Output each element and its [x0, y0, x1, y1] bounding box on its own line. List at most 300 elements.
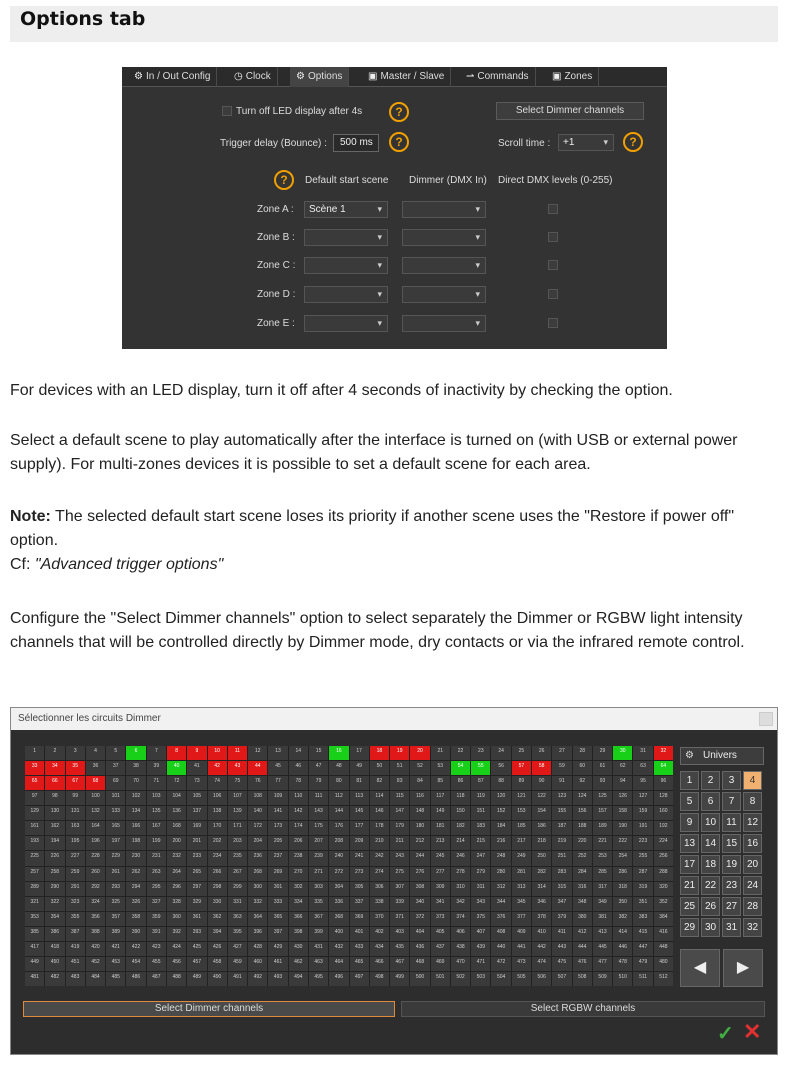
channel-cell[interactable]: 63: [633, 761, 652, 775]
channel-cell[interactable]: 45: [268, 761, 287, 775]
channel-cell[interactable]: 377: [512, 912, 531, 926]
channel-cell[interactable]: 236: [248, 851, 267, 865]
channel-cell[interactable]: 452: [86, 957, 105, 971]
channel-cell[interactable]: 208: [329, 836, 348, 850]
univers-button[interactable]: [680, 747, 764, 765]
channel-cell[interactable]: 4: [86, 746, 105, 760]
channel-cell[interactable]: 60: [573, 761, 592, 775]
channel-cell[interactable]: 461: [268, 957, 287, 971]
channel-cell[interactable]: 192: [654, 821, 673, 835]
channel-cell[interactable]: 50: [370, 761, 389, 775]
univers-number-button[interactable]: 30: [701, 918, 720, 937]
channel-cell[interactable]: 84: [410, 776, 429, 790]
univers-number-button[interactable]: 1: [680, 771, 699, 790]
channel-cell[interactable]: 350: [613, 897, 632, 911]
channel-cell[interactable]: 400: [329, 927, 348, 941]
dimmer-select[interactable]: [402, 286, 486, 303]
channel-cell[interactable]: 67: [66, 776, 85, 790]
channel-cell[interactable]: 223: [633, 836, 652, 850]
direct-dmx-checkbox[interactable]: [548, 260, 558, 270]
channel-cell[interactable]: 312: [491, 882, 510, 896]
channel-cell[interactable]: 247: [471, 851, 490, 865]
univers-number-button[interactable]: 11: [722, 813, 741, 832]
channel-cell[interactable]: 85: [431, 776, 450, 790]
channel-cell[interactable]: 334: [289, 897, 308, 911]
channel-cell[interactable]: 2: [45, 746, 64, 760]
channel-cell[interactable]: 313: [512, 882, 531, 896]
channel-cell[interactable]: 436: [410, 942, 429, 956]
channel-cell[interactable]: 201: [187, 836, 206, 850]
channel-cell[interactable]: 407: [471, 927, 490, 941]
channel-cell[interactable]: 314: [532, 882, 551, 896]
channel-cell[interactable]: 385: [25, 927, 44, 941]
channel-cell[interactable]: 409: [512, 927, 531, 941]
channel-cell[interactable]: 62: [613, 761, 632, 775]
univers-number-button[interactable]: 3: [722, 771, 741, 790]
ok-icon[interactable]: ✓: [717, 1023, 734, 1045]
univers-number-button[interactable]: 20: [743, 855, 762, 874]
channel-cell[interactable]: 100: [86, 791, 105, 805]
channel-cell[interactable]: 477: [593, 957, 612, 971]
channel-cell[interactable]: 207: [309, 836, 328, 850]
channel-cell[interactable]: 464: [329, 957, 348, 971]
channel-cell[interactable]: 81: [350, 776, 369, 790]
univers-number-button[interactable]: 5: [680, 792, 699, 811]
channel-cell[interactable]: 14: [289, 746, 308, 760]
channel-cell[interactable]: 178: [370, 821, 389, 835]
channel-cell[interactable]: 475: [552, 957, 571, 971]
channel-cell[interactable]: 145: [350, 806, 369, 820]
channel-cell[interactable]: 189: [593, 821, 612, 835]
channel-cell[interactable]: 442: [532, 942, 551, 956]
channel-cell[interactable]: 71: [147, 776, 166, 790]
channel-cell[interactable]: 94: [613, 776, 632, 790]
channel-cell[interactable]: 26: [532, 746, 551, 760]
channel-cell[interactable]: 57: [512, 761, 531, 775]
channel-cell[interactable]: 276: [410, 867, 429, 881]
univers-number-button[interactable]: 21: [680, 876, 699, 895]
channel-cell[interactable]: 422: [126, 942, 145, 956]
channel-cell[interactable]: 68: [86, 776, 105, 790]
channel-cell[interactable]: 398: [289, 927, 308, 941]
channel-cell[interactable]: 296: [167, 882, 186, 896]
channel-cell[interactable]: 118: [451, 791, 470, 805]
channel-cell[interactable]: 394: [208, 927, 227, 941]
channel-cell[interactable]: 290: [45, 882, 64, 896]
channel-cell[interactable]: 329: [187, 897, 206, 911]
channel-cell[interactable]: 478: [613, 957, 632, 971]
channel-cell[interactable]: 471: [471, 957, 490, 971]
univers-number-button[interactable]: 13: [680, 834, 699, 853]
channel-cell[interactable]: 229: [106, 851, 125, 865]
channel-cell[interactable]: 214: [451, 836, 470, 850]
channel-cell[interactable]: 269: [268, 867, 287, 881]
dimmer-select[interactable]: [402, 315, 486, 332]
select-dimmer-channels-button[interactable]: Select Dimmer channels: [23, 1001, 395, 1017]
channel-cell[interactable]: 287: [633, 867, 652, 881]
channel-cell[interactable]: 239: [309, 851, 328, 865]
channel-cell[interactable]: 200: [167, 836, 186, 850]
channel-cell[interactable]: 363: [228, 912, 247, 926]
channel-cell[interactable]: 87: [471, 776, 490, 790]
channel-cell[interactable]: 86: [451, 776, 470, 790]
channel-cell[interactable]: 222: [613, 836, 632, 850]
channel-cell[interactable]: 302: [289, 882, 308, 896]
channel-cell[interactable]: 13: [268, 746, 287, 760]
channel-cell[interactable]: 284: [573, 867, 592, 881]
channel-cell[interactable]: 494: [289, 972, 308, 986]
channel-cell[interactable]: 495: [309, 972, 328, 986]
channel-cell[interactable]: 454: [126, 957, 145, 971]
channel-cell[interactable]: 509: [593, 972, 612, 986]
channel-cell[interactable]: 504: [491, 972, 510, 986]
channel-cell[interactable]: 190: [613, 821, 632, 835]
channel-cell[interactable]: 220: [573, 836, 592, 850]
channel-cell[interactable]: 22: [451, 746, 470, 760]
channel-cell[interactable]: 48: [329, 761, 348, 775]
channel-cell[interactable]: 333: [268, 897, 287, 911]
channel-cell[interactable]: 291: [66, 882, 85, 896]
channel-cell[interactable]: 449: [25, 957, 44, 971]
channel-cell[interactable]: 227: [66, 851, 85, 865]
channel-cell[interactable]: 79: [309, 776, 328, 790]
channel-cell[interactable]: 421: [106, 942, 125, 956]
channel-cell[interactable]: 351: [633, 897, 652, 911]
channel-cell[interactable]: 410: [532, 927, 551, 941]
channel-cell[interactable]: 463: [309, 957, 328, 971]
channel-cell[interactable]: 103: [147, 791, 166, 805]
channel-cell[interactable]: 328: [167, 897, 186, 911]
channel-cell[interactable]: 282: [532, 867, 551, 881]
channel-cell[interactable]: 345: [512, 897, 531, 911]
channel-cell[interactable]: 194: [45, 836, 64, 850]
channel-cell[interactable]: 505: [512, 972, 531, 986]
channel-cell[interactable]: 133: [106, 806, 125, 820]
channel-cell[interactable]: 446: [613, 942, 632, 956]
channel-cell[interactable]: 265: [187, 867, 206, 881]
channel-cell[interactable]: 378: [532, 912, 551, 926]
channel-cell[interactable]: 303: [309, 882, 328, 896]
channel-cell[interactable]: 111: [309, 791, 328, 805]
channel-cell[interactable]: 259: [66, 867, 85, 881]
channel-cell[interactable]: 205: [268, 836, 287, 850]
channel-cell[interactable]: 174: [289, 821, 308, 835]
channel-cell[interactable]: 134: [126, 806, 145, 820]
channel-cell[interactable]: 472: [491, 957, 510, 971]
channel-cell[interactable]: 33: [25, 761, 44, 775]
direct-dmx-checkbox[interactable]: [548, 289, 558, 299]
channel-cell[interactable]: 493: [268, 972, 287, 986]
tab-in-out-config[interactable]: [128, 67, 217, 87]
channel-cell[interactable]: 121: [512, 791, 531, 805]
dimmer-select[interactable]: [402, 229, 486, 246]
channel-cell[interactable]: 424: [167, 942, 186, 956]
channel-cell[interactable]: 36: [86, 761, 105, 775]
channel-cell[interactable]: 488: [167, 972, 186, 986]
channel-cell[interactable]: 196: [86, 836, 105, 850]
channel-cell[interactable]: 405: [431, 927, 450, 941]
channel-cell[interactable]: 203: [228, 836, 247, 850]
channel-cell[interactable]: 149: [431, 806, 450, 820]
channel-cell[interactable]: 364: [248, 912, 267, 926]
channel-cell[interactable]: 483: [66, 972, 85, 986]
channel-cell[interactable]: 425: [187, 942, 206, 956]
channel-cell[interactable]: 179: [390, 821, 409, 835]
channel-cell[interactable]: 51: [390, 761, 409, 775]
channel-cell[interactable]: 18: [370, 746, 389, 760]
channel-cell[interactable]: 53: [431, 761, 450, 775]
channel-cell[interactable]: 386: [45, 927, 64, 941]
channel-cell[interactable]: 455: [147, 957, 166, 971]
channel-cell[interactable]: 484: [86, 972, 105, 986]
channel-cell[interactable]: 311: [471, 882, 490, 896]
channel-cell[interactable]: 140: [248, 806, 267, 820]
channel-cell[interactable]: 439: [471, 942, 490, 956]
channel-cell[interactable]: 125: [593, 791, 612, 805]
trigger-delay-input[interactable]: 500 ms: [333, 134, 379, 152]
channel-cell[interactable]: 270: [289, 867, 308, 881]
cf-link[interactable]: "Advanced trigger options": [34, 556, 224, 573]
channel-cell[interactable]: 359: [147, 912, 166, 926]
channel-cell[interactable]: 150: [451, 806, 470, 820]
channel-cell[interactable]: 268: [248, 867, 267, 881]
channel-cell[interactable]: 164: [86, 821, 105, 835]
channel-cell[interactable]: 429: [268, 942, 287, 956]
channel-cell[interactable]: 341: [431, 897, 450, 911]
channel-cell[interactable]: 31: [633, 746, 652, 760]
default-scene-select[interactable]: [304, 257, 388, 274]
channel-cell[interactable]: 267: [228, 867, 247, 881]
channel-cell[interactable]: 450: [45, 957, 64, 971]
channel-cell[interactable]: 110: [289, 791, 308, 805]
channel-cell[interactable]: 77: [268, 776, 287, 790]
channel-cell[interactable]: 468: [410, 957, 429, 971]
channel-cell[interactable]: 161: [25, 821, 44, 835]
channel-cell[interactable]: 300: [248, 882, 267, 896]
channel-cell[interactable]: 447: [633, 942, 652, 956]
channel-cell[interactable]: 162: [45, 821, 64, 835]
channel-cell[interactable]: 431: [309, 942, 328, 956]
channel-cell[interactable]: 419: [66, 942, 85, 956]
channel-cell[interactable]: 428: [248, 942, 267, 956]
channel-cell[interactable]: 250: [532, 851, 551, 865]
channel-cell[interactable]: 417: [25, 942, 44, 956]
channel-cell[interactable]: 39: [147, 761, 166, 775]
channel-cell[interactable]: 146: [370, 806, 389, 820]
channel-cell[interactable]: 113: [350, 791, 369, 805]
channel-cell[interactable]: 17: [350, 746, 369, 760]
univers-number-button[interactable]: 12: [743, 813, 762, 832]
channel-cell[interactable]: 489: [187, 972, 206, 986]
channel-cell[interactable]: 185: [512, 821, 531, 835]
channel-cell[interactable]: 98: [45, 791, 64, 805]
channel-cell[interactable]: 507: [552, 972, 571, 986]
channel-cell[interactable]: 355: [66, 912, 85, 926]
channel-cell[interactable]: 256: [654, 851, 673, 865]
channel-cell[interactable]: 88: [491, 776, 510, 790]
channel-cell[interactable]: 129: [25, 806, 44, 820]
channel-cell[interactable]: 8: [167, 746, 186, 760]
channel-cell[interactable]: 512: [654, 972, 673, 986]
channel-cell[interactable]: 183: [471, 821, 490, 835]
channel-cell[interactable]: 172: [248, 821, 267, 835]
channel-cell[interactable]: 358: [126, 912, 145, 926]
default-scene-select[interactable]: [304, 315, 388, 332]
channel-cell[interactable]: 335: [309, 897, 328, 911]
channel-cell[interactable]: 176: [329, 821, 348, 835]
channel-cell[interactable]: 273: [350, 867, 369, 881]
channel-cell[interactable]: 500: [410, 972, 429, 986]
channel-cell[interactable]: 288: [654, 867, 673, 881]
univers-number-button[interactable]: 18: [701, 855, 720, 874]
channel-cell[interactable]: 3: [66, 746, 85, 760]
channel-cell[interactable]: 143: [309, 806, 328, 820]
channel-cell[interactable]: 365: [268, 912, 287, 926]
channel-cell[interactable]: 356: [86, 912, 105, 926]
channel-cell[interactable]: 160: [654, 806, 673, 820]
channel-cell[interactable]: 7: [147, 746, 166, 760]
channel-cell[interactable]: 193: [25, 836, 44, 850]
channel-cell[interactable]: 73: [187, 776, 206, 790]
tab-commands[interactable]: [460, 67, 536, 87]
help-icon[interactable]: ?: [274, 170, 294, 190]
channel-cell[interactable]: 182: [451, 821, 470, 835]
channel-cell[interactable]: 23: [471, 746, 490, 760]
direct-dmx-checkbox[interactable]: [548, 318, 558, 328]
channel-cell[interactable]: 420: [86, 942, 105, 956]
channel-cell[interactable]: 390: [126, 927, 145, 941]
channel-cell[interactable]: 32: [654, 746, 673, 760]
channel-cell[interactable]: 97: [25, 791, 44, 805]
channel-cell[interactable]: 206: [289, 836, 308, 850]
channel-cell[interactable]: 462: [289, 957, 308, 971]
channel-cell[interactable]: 298: [208, 882, 227, 896]
channel-cell[interactable]: 263: [147, 867, 166, 881]
channel-cell[interactable]: 260: [86, 867, 105, 881]
channel-cell[interactable]: 392: [167, 927, 186, 941]
channel-cell[interactable]: 21: [431, 746, 450, 760]
channel-cell[interactable]: 396: [248, 927, 267, 941]
channel-cell[interactable]: 497: [350, 972, 369, 986]
channel-cell[interactable]: 283: [552, 867, 571, 881]
channel-cell[interactable]: 117: [431, 791, 450, 805]
channel-cell[interactable]: 404: [410, 927, 429, 941]
channel-cell[interactable]: 169: [187, 821, 206, 835]
channel-cell[interactable]: 16: [329, 746, 348, 760]
univers-number-button[interactable]: 27: [722, 897, 741, 916]
channel-cell[interactable]: 502: [451, 972, 470, 986]
channel-cell[interactable]: 381: [593, 912, 612, 926]
channel-cell[interactable]: 54: [451, 761, 470, 775]
channel-cell[interactable]: 184: [491, 821, 510, 835]
univers-number-button[interactable]: 29: [680, 918, 699, 937]
channel-cell[interactable]: 44: [248, 761, 267, 775]
help-icon[interactable]: ?: [389, 132, 409, 152]
channel-cell[interactable]: 171: [228, 821, 247, 835]
channel-cell[interactable]: 245: [431, 851, 450, 865]
channel-cell[interactable]: 327: [147, 897, 166, 911]
close-icon[interactable]: [759, 712, 773, 726]
channel-cell[interactable]: 432: [329, 942, 348, 956]
channel-cell[interactable]: 367: [309, 912, 328, 926]
channel-cell[interactable]: 158: [613, 806, 632, 820]
channel-cell[interactable]: 492: [248, 972, 267, 986]
channel-cell[interactable]: 168: [167, 821, 186, 835]
channel-cell[interactable]: 399: [309, 927, 328, 941]
channel-cell[interactable]: 237: [268, 851, 287, 865]
univers-number-button[interactable]: 4: [743, 771, 762, 790]
channel-cell[interactable]: 170: [208, 821, 227, 835]
channel-cell[interactable]: 30: [613, 746, 632, 760]
channel-cell[interactable]: 55: [471, 761, 490, 775]
channel-cell[interactable]: 352: [654, 897, 673, 911]
channel-cell[interactable]: 318: [613, 882, 632, 896]
channel-cell[interactable]: 159: [633, 806, 652, 820]
channel-cell[interactable]: 305: [350, 882, 369, 896]
channel-cell[interactable]: 233: [187, 851, 206, 865]
channel-cell[interactable]: 221: [593, 836, 612, 850]
channel-cell[interactable]: 181: [431, 821, 450, 835]
channel-cell[interactable]: 486: [126, 972, 145, 986]
channel-cell[interactable]: 101: [106, 791, 125, 805]
channel-cell[interactable]: 476: [573, 957, 592, 971]
univers-number-button[interactable]: 32: [743, 918, 762, 937]
channel-cell[interactable]: 388: [86, 927, 105, 941]
channel-cell[interactable]: 49: [350, 761, 369, 775]
channel-cell[interactable]: 257: [25, 867, 44, 881]
channel-cell[interactable]: 74: [208, 776, 227, 790]
channel-cell[interactable]: 175: [309, 821, 328, 835]
channel-cell[interactable]: 153: [512, 806, 531, 820]
channel-cell[interactable]: 209: [350, 836, 369, 850]
channel-cell[interactable]: 177: [350, 821, 369, 835]
channel-cell[interactable]: 166: [126, 821, 145, 835]
channel-cell[interactable]: 408: [491, 927, 510, 941]
channel-cell[interactable]: 248: [491, 851, 510, 865]
channel-cell[interactable]: 498: [370, 972, 389, 986]
channel-cell[interactable]: 211: [390, 836, 409, 850]
channel-cell[interactable]: 371: [390, 912, 409, 926]
channel-cell[interactable]: 19: [390, 746, 409, 760]
univers-number-button[interactable]: 16: [743, 834, 762, 853]
channel-cell[interactable]: 66: [45, 776, 64, 790]
channel-cell[interactable]: 188: [573, 821, 592, 835]
channel-cell[interactable]: 438: [451, 942, 470, 956]
univers-number-button[interactable]: 19: [722, 855, 741, 874]
channel-cell[interactable]: 336: [329, 897, 348, 911]
channel-cell[interactable]: 243: [390, 851, 409, 865]
channel-cell[interactable]: 151: [471, 806, 490, 820]
channel-cell[interactable]: 307: [390, 882, 409, 896]
channel-cell[interactable]: 1: [25, 746, 44, 760]
channel-cell[interactable]: 92: [573, 776, 592, 790]
channel-cell[interactable]: 148: [410, 806, 429, 820]
channel-cell[interactable]: 228: [86, 851, 105, 865]
channel-cell[interactable]: 354: [45, 912, 64, 926]
channel-cell[interactable]: 157: [593, 806, 612, 820]
channel-cell[interactable]: 406: [451, 927, 470, 941]
channel-cell[interactable]: 136: [167, 806, 186, 820]
channel-cell[interactable]: 69: [106, 776, 125, 790]
channel-cell[interactable]: 167: [147, 821, 166, 835]
channel-cell[interactable]: 254: [613, 851, 632, 865]
channel-cell[interactable]: 443: [552, 942, 571, 956]
channel-cell[interactable]: 46: [289, 761, 308, 775]
channel-cell[interactable]: 482: [45, 972, 64, 986]
channel-cell[interactable]: 155: [552, 806, 571, 820]
channel-cell[interactable]: 34: [45, 761, 64, 775]
channel-cell[interactable]: 199: [147, 836, 166, 850]
